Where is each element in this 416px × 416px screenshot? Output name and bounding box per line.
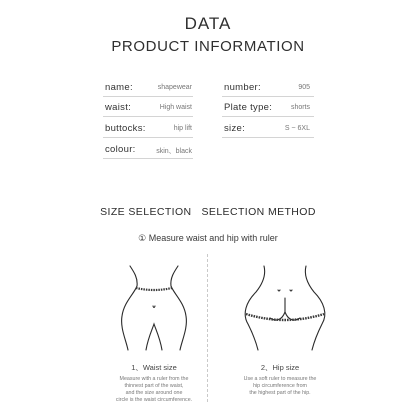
spec-label-number: number:	[224, 82, 261, 93]
hip-desc-line: the highest part of the hip.	[249, 390, 311, 396]
spec-underline	[222, 96, 314, 97]
spec-value-plate-type: shorts	[290, 104, 310, 111]
waist-figure-illustration	[108, 262, 200, 352]
hip-figure-illustration	[234, 262, 334, 352]
hip-desc-line: hip circumference from	[253, 383, 307, 389]
waist-desc-line: circle is the waist circumference.	[115, 397, 193, 403]
spec-label-name: name:	[105, 82, 133, 93]
waist-desc-line: Measure with a ruler from the	[119, 376, 189, 382]
spec-value-name: shapewear	[157, 84, 192, 91]
spec-label-plate-type: Plate type:	[224, 102, 273, 113]
spec-value-size: S ~ 6XL	[284, 125, 310, 132]
selection-method-title: SELECTION METHOD	[201, 206, 316, 218]
spec-value-buttocks: hip lift	[173, 125, 192, 132]
spec-label-waist: waist:	[105, 102, 132, 113]
waist-size-label: 1、Waist size	[131, 363, 177, 372]
spec-underline	[222, 116, 314, 117]
spec-value-colour: skin、black	[156, 148, 192, 155]
spec-underline	[222, 137, 314, 138]
hip-desc-line: Use a soft ruler to measure the	[243, 376, 317, 382]
size-selection-heading	[0, 206, 416, 218]
spec-underline	[103, 96, 193, 97]
spec-underline	[103, 116, 193, 117]
waist-desc-line: and the size around one	[125, 390, 183, 396]
waist-size-description	[100, 376, 208, 404]
spec-label-size: size:	[224, 123, 246, 134]
waist-desc-line: thinnest part of the waist,	[124, 383, 184, 389]
hip-size-description	[228, 376, 332, 397]
spec-underline	[103, 137, 193, 138]
spec-label-buttocks: buttocks:	[105, 123, 146, 134]
spec-value-waist: High waist	[159, 104, 192, 111]
page-title: DATA	[184, 14, 232, 33]
spec-value-number: 905	[298, 84, 310, 91]
page-subtitle: PRODUCT INFORMATION	[111, 38, 305, 55]
spec-underline	[103, 158, 193, 159]
hip-size-label: 2、Hip size	[260, 363, 300, 372]
size-selection-title: SIZE SELECTION	[100, 206, 192, 218]
spec-label-colour: colour:	[105, 144, 136, 155]
measure-instruction: ① Measure waist and hip with ruler	[138, 233, 278, 243]
